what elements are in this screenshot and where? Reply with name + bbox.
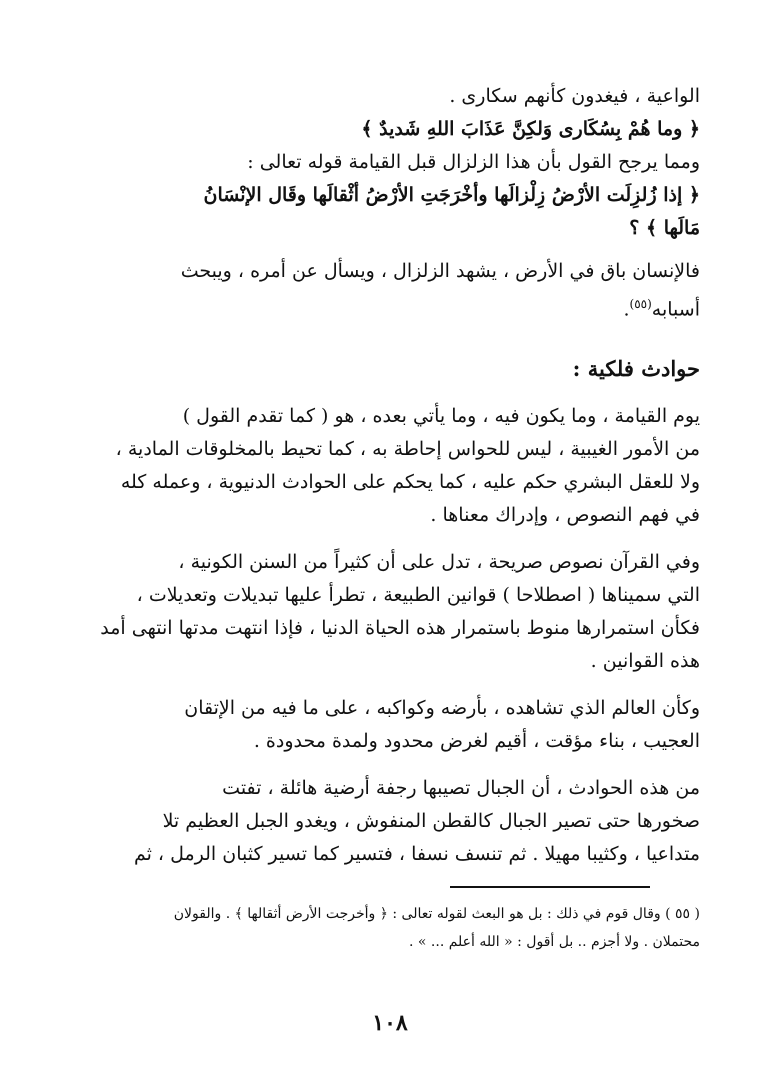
footnote-line: محتملان . ولا أجزم .. بل أقول : « الله أعلم ... » . bbox=[409, 934, 700, 950]
paragraph bbox=[90, 772, 700, 871]
paragraph-line: ولا للعقل البشري حكم عليه ، كما يحكم على الحوادث الدنيوية ، وعمله كله bbox=[120, 471, 700, 494]
paragraph-line: هذه القوانين . bbox=[590, 650, 700, 673]
paragraph-end: . bbox=[623, 298, 630, 321]
paragraph-line: فالإنسان باق في الأرض ، يشهد الزلزال ، ويسأل عن أمره ، ويبحث bbox=[180, 260, 700, 282]
quran-verse: ﴿ إذا زُلزِلَت الأرْضُ زِلْزالَها وأخْرَجَتِ الأرْضُ أثْقالَها وقَال الإنْسَانُ bbox=[203, 184, 700, 206]
paragraph-text: أسبابه bbox=[651, 298, 700, 321]
paragraph-line: من الأمور الغيبية ، ليس للحواس إحاطة به ، كما تحيط بالمخلوقات المادية ، bbox=[115, 438, 700, 461]
paragraph-line: في فهم النصوص ، وإدراك معناها . bbox=[430, 504, 700, 527]
paragraph bbox=[90, 255, 700, 326]
footnote-divider bbox=[450, 886, 650, 888]
paragraph-line: العجيب ، بناء مؤقت ، أقيم لغرض محدود ولمدة محدودة . bbox=[253, 730, 700, 753]
section-heading: حوادث فلكية : bbox=[572, 356, 700, 382]
paragraph-line: فكأن استمرارها منوط باستمرار هذه الحياة الدنيا ، فإذا انتهت مدتها انتهى أمد bbox=[100, 617, 700, 640]
intro-line: ومما يرجح القول بأن هذا الزلزال قبل القيامة قوله تعالى : bbox=[247, 151, 700, 173]
page-body bbox=[90, 80, 700, 885]
footnotes bbox=[90, 900, 700, 956]
paragraph-line: وكأن العالم الذي تشاهده ، بأرضه وكواكبه ، على ما فيه من الإتقان bbox=[184, 697, 700, 720]
paragraph bbox=[90, 400, 700, 532]
intro-line: الواعية ، فيغدون كأنهم سكارى . bbox=[449, 85, 700, 107]
quran-verse: مَالَها ﴾ ؟ bbox=[629, 217, 700, 239]
paragraph-line: متداعيا ، وكثيبا مهيلا . ثم تنسف نسفا ، فتسير كما تسير كثبان الرمل ، ثم bbox=[133, 843, 700, 866]
paragraph bbox=[90, 546, 700, 678]
paragraph-line: من هذه الحوادث ، أن الجبال تصيبها رجفة أرضية هائلة ، تفتت bbox=[222, 777, 700, 800]
quran-verse: ﴿ وما هُمْ بِسُكَارى وَلكِنَّ عَذَابَ اللهِ شَديدٌ ﴾ bbox=[361, 118, 700, 140]
paragraph-line: صخورها حتى تصير الجبال كالقطن المنفوش ، ويغدو الجبل العظيم تلا bbox=[162, 810, 700, 833]
paragraph-line: التي سميناها ( اصطلاحا ) قوانين الطبيعة ، تطرأ عليها تبديلات وتعديلات ، bbox=[136, 584, 700, 607]
footnote-ref[interactable]: (٥٥) bbox=[629, 297, 652, 311]
page-number: ١٠٨ bbox=[372, 1010, 408, 1036]
paragraph-line: يوم القيامة ، وما يكون فيه ، وما يأتي بعده ، هو ( كما تقدم القول ) bbox=[182, 405, 700, 428]
intro-block bbox=[90, 80, 700, 245]
paragraph-line bbox=[90, 288, 700, 326]
footnote-line: ( ٥٥ ) وقال قوم في ذلك : بل هو البعث لقوله تعالى : ﴿ وأخرجت الأرض أثقالها ﴾ . والقولان bbox=[173, 906, 700, 922]
paragraph-line: وفي القرآن نصوص صريحة ، تدل على أن كثيراً من السنن الكونية ، bbox=[178, 551, 700, 574]
paragraph bbox=[90, 692, 700, 758]
